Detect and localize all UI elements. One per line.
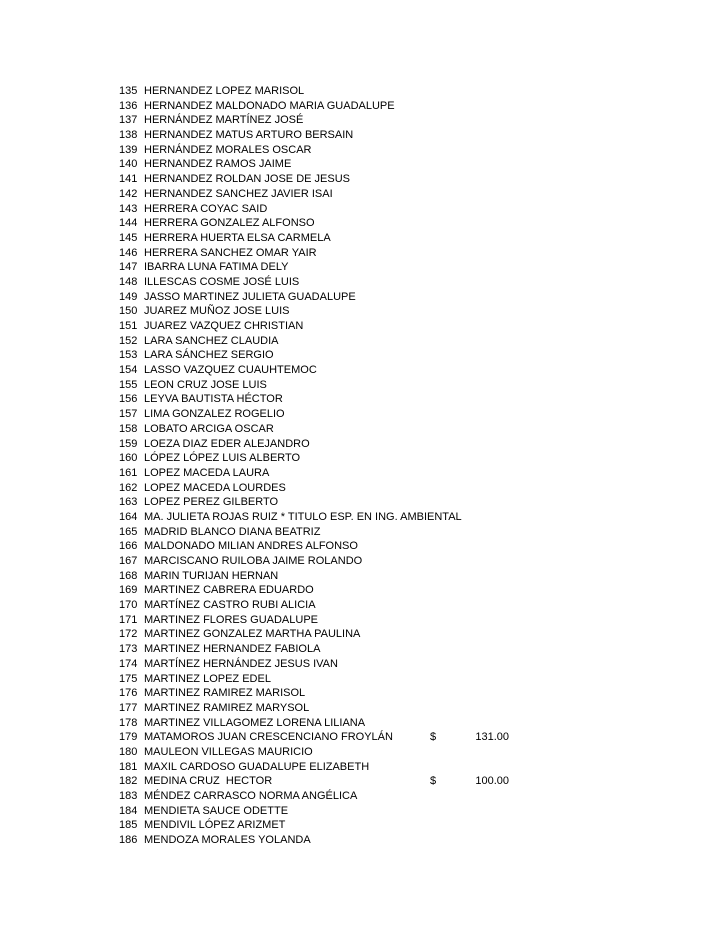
row-number: 152 [119, 334, 138, 347]
row-number: 180 [119, 745, 138, 758]
row-number: 174 [119, 657, 138, 670]
list-item [119, 437, 539, 452]
list-item [119, 422, 539, 437]
list-item [119, 334, 539, 349]
list-item [119, 260, 539, 275]
list-item [119, 275, 539, 290]
row-number: 159 [119, 437, 138, 450]
list-item [119, 246, 539, 261]
list-item [119, 84, 539, 99]
row-number: 151 [119, 320, 138, 332]
row-name: MARTÍNEZ HERNÁNDEZ JESUS IVAN [144, 657, 338, 670]
row-number: 164 [119, 510, 138, 523]
row-name: MAULEON VILLEGAS MAURICIO [144, 745, 313, 758]
row-number: 177 [119, 701, 138, 714]
list-item [119, 539, 539, 554]
row-name: MADRID BLANCO DIANA BEATRIZ [144, 525, 321, 538]
row-name: MARTINEZ LOPEZ EDEL [144, 672, 271, 685]
row-name: MARTINEZ GONZALEZ MARTHA PAULINA [144, 628, 361, 641]
row-name: MARTÍNEZ CASTRO RUBI ALICIA [144, 599, 316, 612]
row-number: 183 [119, 790, 138, 802]
row-number: 135 [119, 85, 138, 97]
row-name: HERRERA GONZALEZ ALFONSO [144, 217, 315, 230]
list-item [119, 745, 539, 760]
row-number: 141 [119, 173, 138, 186]
row-name: HERNANDEZ LOPEZ MARISOL [144, 85, 305, 97]
list-item [119, 172, 539, 187]
row-name: JUAREZ VAZQUEZ CHRISTIAN [144, 320, 304, 332]
row-number: 169 [119, 584, 138, 597]
row-number: 184 [119, 804, 138, 817]
row-number: 166 [119, 540, 138, 553]
list-item [119, 157, 539, 172]
list-item [119, 451, 539, 466]
list-item [119, 378, 539, 393]
list-item [119, 187, 539, 202]
list-item [119, 833, 539, 848]
row-number: 140 [119, 158, 138, 171]
row-name: HERNANDEZ RAMOS JAIME [144, 158, 292, 171]
row-currency: $ [430, 731, 437, 744]
row-number: 163 [119, 496, 138, 509]
row-number: 154 [119, 364, 138, 377]
list-item [119, 569, 539, 584]
list-item [119, 627, 539, 642]
list-item [119, 583, 539, 598]
list-item [119, 701, 539, 716]
row-number: 156 [119, 393, 138, 406]
list-item [119, 716, 539, 731]
row-name: MENDIETA SAUCE ODETTE [144, 804, 289, 817]
row-number: 181 [119, 760, 138, 773]
row-name: MARTINEZ HERNANDEZ FABIOLA [144, 643, 321, 656]
row-number: 162 [119, 481, 138, 494]
row-number: 148 [119, 275, 138, 288]
row-number: 160 [119, 452, 138, 465]
row-number: 172 [119, 628, 138, 641]
row-number: 167 [119, 555, 138, 567]
row-name: MATAMOROS JUAN CRESCENCIANO FROYLÁN [144, 731, 393, 744]
row-number: 137 [119, 114, 138, 127]
row-number: 179 [119, 731, 138, 744]
row-number: 136 [119, 99, 138, 112]
row-name: LASSO VAZQUEZ CUAUHTEMOC [144, 364, 317, 377]
list-item [119, 481, 539, 496]
row-name: JASSO MARTINEZ JULIETA GUADALUPE [144, 290, 356, 303]
row-number: 145 [119, 231, 138, 244]
list-item [119, 231, 539, 246]
list-item [119, 466, 539, 481]
list-item [119, 392, 539, 407]
row-name: LEON CRUZ JOSE LUIS [144, 378, 267, 391]
list-item [119, 657, 539, 672]
row-name: MARTINEZ VILLAGOMEZ LORENA LILIANA [144, 716, 366, 729]
row-name: MARTINEZ FLORES GUADALUPE [144, 613, 318, 626]
list-item [119, 348, 539, 363]
row-name: MARIN TURIJAN HERNAN [144, 569, 279, 582]
row-amount: 100.00 [475, 775, 509, 788]
row-name: HERNANDEZ SANCHEZ JAVIER ISAI [144, 187, 333, 200]
row-name: HERNANDEZ MALDONADO MARIA GUADALUPE [144, 99, 395, 112]
row-number: 158 [119, 422, 138, 435]
row-number: 138 [119, 129, 138, 142]
row-name: LÓPEZ LÓPEZ LUIS ALBERTO [144, 452, 301, 465]
row-name: LOEZA DIAZ EDER ALEJANDRO [144, 437, 310, 450]
row-name: LEYVA BAUTISTA HÉCTOR [144, 393, 283, 406]
row-name: MÉNDEZ CARRASCO NORMA ANGÉLICA [144, 790, 358, 802]
row-number: 161 [119, 466, 138, 479]
row-number: 170 [119, 599, 138, 612]
row-name: HERNÁNDEZ MORALES OSCAR [144, 143, 312, 156]
list-item [119, 113, 539, 128]
row-name: ILLESCAS COSME JOSÉ LUIS [144, 275, 300, 288]
list-item [119, 686, 539, 701]
row-name: LOBATO ARCIGA OSCAR [144, 422, 274, 435]
row-amount: 131.00 [475, 731, 509, 744]
row-name: MENDIVIL LÓPEZ ARIZMET [144, 819, 286, 832]
row-number: 149 [119, 290, 138, 303]
row-number: 185 [119, 819, 138, 832]
row-name: MARTINEZ CABRERA EDUARDO [144, 584, 314, 597]
list-item [119, 525, 539, 540]
list-item [119, 642, 539, 657]
row-number: 165 [119, 525, 138, 538]
list-item [119, 407, 539, 422]
list-item [119, 319, 539, 334]
row-number: 147 [119, 261, 138, 274]
row-number: 168 [119, 569, 138, 582]
row-name: JUAREZ MUÑOZ JOSE LUIS [144, 305, 290, 318]
list-item [119, 128, 539, 143]
list-item [119, 613, 539, 628]
list-item [119, 730, 539, 745]
row-name: LOPEZ PEREZ GILBERTO [144, 496, 279, 509]
row-name: MAXIL CARDOSO GUADALUPE ELIZABETH [144, 760, 370, 773]
row-name: MA. JULIETA ROJAS RUIZ * TITULO ESP. EN ING. AMBIENTAL [144, 510, 462, 523]
list-item [119, 554, 539, 569]
list-item [119, 818, 539, 833]
list-item [119, 363, 539, 378]
row-name: HERNANDEZ MATUS ARTURO BERSAIN [144, 129, 354, 142]
row-name: LARA SANCHEZ CLAUDIA [144, 334, 279, 347]
row-name: MENDOZA MORALES YOLANDA [144, 834, 311, 847]
list-item [119, 672, 539, 687]
list-item [119, 774, 539, 789]
row-name: MARCISCANO RUILOBA JAIME ROLANDO [144, 555, 363, 567]
list-item [119, 99, 539, 114]
list-item [119, 789, 539, 804]
row-number: 155 [119, 378, 138, 391]
row-number: 150 [119, 305, 138, 318]
list-item [119, 143, 539, 158]
row-name: HERRERA HUERTA ELSA CARMELA [144, 231, 331, 244]
row-number: 182 [119, 775, 138, 788]
row-number: 178 [119, 716, 138, 729]
row-number: 139 [119, 143, 138, 156]
list-item [119, 598, 539, 613]
row-name: LIMA GONZALEZ ROGELIO [144, 408, 285, 421]
row-currency: $ [430, 775, 437, 788]
row-number: 175 [119, 672, 138, 685]
row-name: MALDONADO MILIAN ANDRES ALFONSO [144, 540, 358, 553]
list-item [119, 202, 539, 217]
row-number: 142 [119, 187, 138, 200]
list-item [119, 290, 539, 305]
row-number: 144 [119, 217, 138, 230]
name-list [119, 84, 539, 848]
row-number: 176 [119, 687, 138, 700]
row-number: 157 [119, 408, 138, 421]
row-name: MEDINA CRUZ HECTOR [144, 775, 273, 788]
row-number: 171 [119, 613, 138, 626]
row-name: MARTINEZ RAMIREZ MARISOL [144, 687, 306, 700]
list-item [119, 510, 539, 525]
row-number: 153 [119, 349, 138, 362]
row-name: HERRERA COYAC SAID [144, 202, 268, 215]
row-number: 173 [119, 643, 138, 656]
list-item [119, 760, 539, 775]
row-name: LOPEZ MACEDA LOURDES [144, 481, 286, 494]
list-item [119, 304, 539, 319]
row-name: LOPEZ MACEDA LAURA [144, 466, 270, 479]
row-name: MARTINEZ RAMIREZ MARYSOL [144, 701, 310, 714]
row-name: LARA SÁNCHEZ SERGIO [144, 349, 274, 362]
row-number: 143 [119, 202, 138, 215]
list-item [119, 804, 539, 819]
row-number: 186 [119, 834, 138, 847]
row-name: HERNÁNDEZ MARTÍNEZ JOSÉ [144, 114, 304, 127]
row-name: HERRERA SANCHEZ OMAR YAIR [144, 246, 317, 259]
row-name: IBARRA LUNA FATIMA DELY [144, 261, 289, 274]
list-item [119, 216, 539, 231]
row-number: 146 [119, 246, 138, 259]
row-name: HERNANDEZ ROLDAN JOSE DE JESUS [144, 173, 350, 186]
list-item [119, 495, 539, 510]
